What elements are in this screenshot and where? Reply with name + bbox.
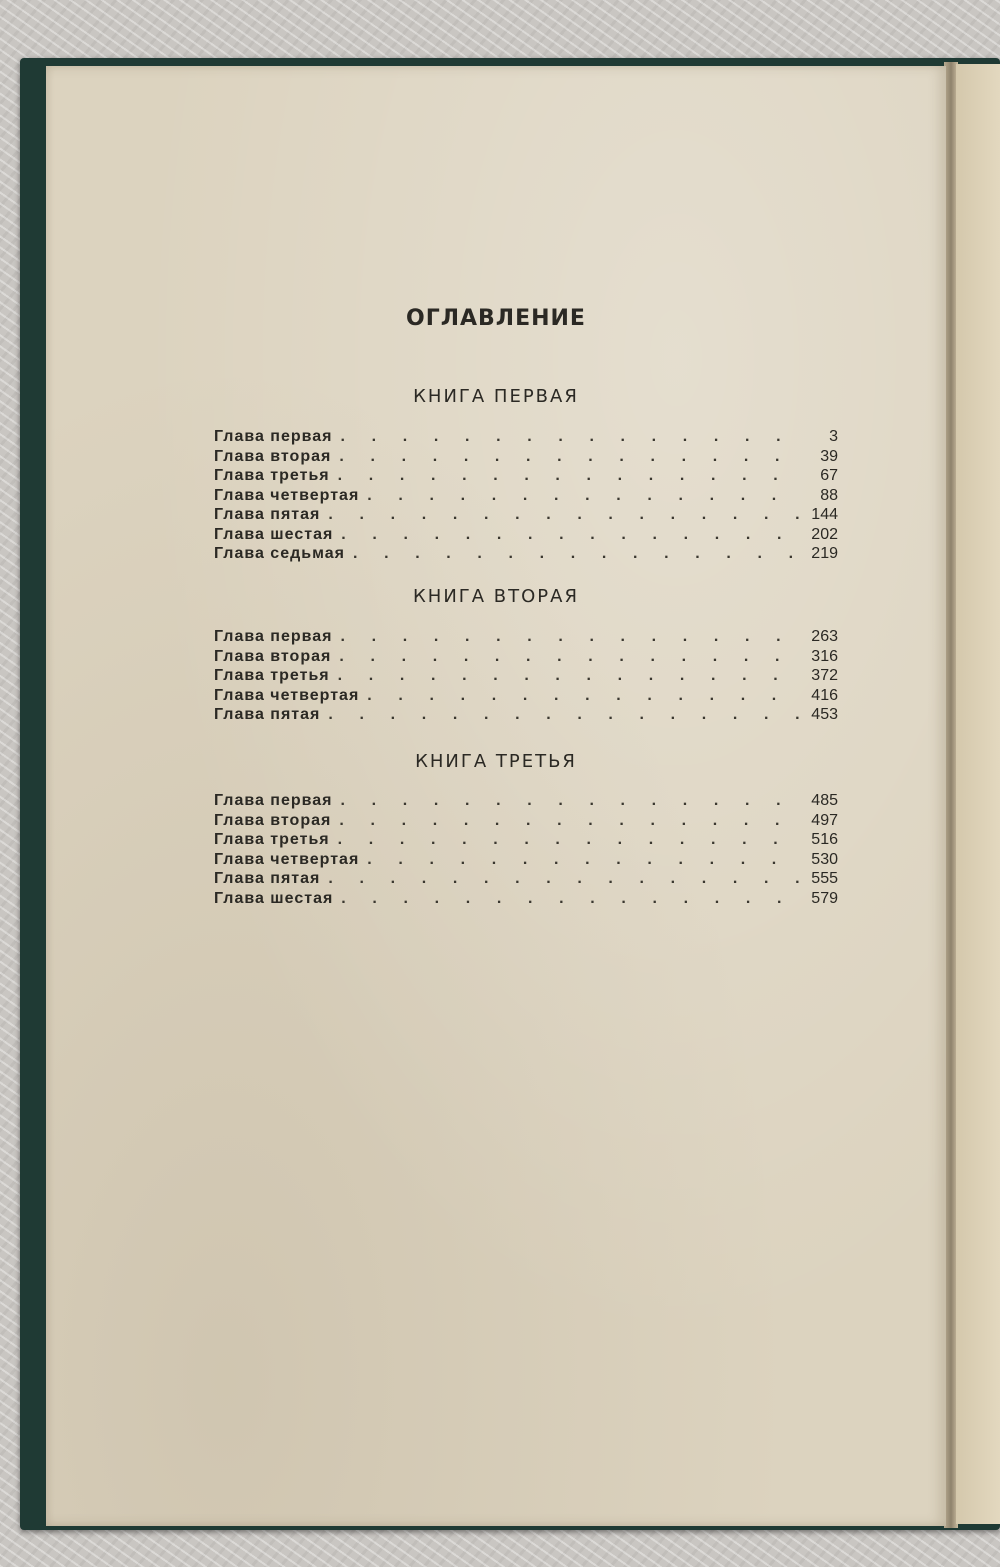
toc-entry bbox=[214, 487, 838, 507]
page-number: 372 bbox=[811, 667, 838, 684]
page-number: 453 bbox=[811, 706, 838, 723]
chapter-label: Глава вторая bbox=[214, 647, 332, 665]
toc-entry bbox=[214, 448, 838, 468]
page-number: 516 bbox=[811, 831, 838, 848]
dot-leader bbox=[367, 851, 800, 869]
book-page bbox=[46, 66, 946, 1526]
dot-leader bbox=[341, 428, 801, 446]
chapter-label: Глава пятая bbox=[214, 706, 321, 723]
page-number: 263 bbox=[811, 628, 838, 645]
dot-leader bbox=[338, 831, 800, 849]
page-number: 530 bbox=[811, 850, 838, 868]
page-number: 202 bbox=[811, 525, 838, 543]
toc-entry bbox=[214, 648, 838, 668]
page-number: 555 bbox=[811, 870, 838, 887]
chapter-label: Глава шестая bbox=[214, 525, 334, 543]
chapter-label: Глава четвертая bbox=[214, 850, 360, 868]
chapter-label: Глава третья bbox=[214, 467, 330, 484]
dot-leader bbox=[338, 667, 800, 685]
dot-leader bbox=[339, 448, 800, 466]
page-number: 485 bbox=[811, 792, 838, 809]
page-number: 3 bbox=[829, 428, 838, 445]
toc-section-2 bbox=[214, 628, 838, 726]
chapter-label: Глава первая bbox=[214, 428, 333, 445]
facing-page-edge bbox=[956, 64, 1000, 1524]
toc-entry bbox=[214, 687, 838, 707]
chapter-label: Глава четвертая bbox=[214, 486, 360, 504]
page-number: 39 bbox=[820, 447, 838, 465]
dot-leader bbox=[339, 812, 800, 830]
dot-leader bbox=[328, 706, 800, 724]
toc-section-3 bbox=[214, 792, 838, 909]
toc-entry bbox=[214, 706, 838, 726]
dot-leader bbox=[341, 628, 801, 646]
page-number: 316 bbox=[811, 647, 838, 665]
chapter-label: Глава вторая bbox=[214, 811, 332, 829]
page-number: 579 bbox=[811, 889, 838, 907]
chapter-label: Глава первая bbox=[214, 792, 333, 809]
toc-entry bbox=[214, 628, 838, 648]
page-number: 144 bbox=[811, 506, 838, 523]
dot-leader bbox=[367, 687, 800, 705]
chapter-label: Глава первая bbox=[214, 628, 333, 645]
page-number: 219 bbox=[811, 545, 838, 562]
page-number: 416 bbox=[811, 686, 838, 704]
chapter-label: Глава четвертая bbox=[214, 686, 360, 704]
toc-entry bbox=[214, 890, 838, 910]
book-heading-2: КНИГА ВТОРАЯ bbox=[413, 586, 579, 607]
dot-leader bbox=[341, 792, 801, 810]
toc-entry bbox=[214, 545, 838, 565]
toc-section-1 bbox=[214, 428, 838, 565]
toc-entry bbox=[214, 428, 838, 448]
page-number: 67 bbox=[820, 467, 838, 484]
toc-entry bbox=[214, 792, 838, 812]
toc-entry bbox=[214, 526, 838, 546]
toc-title: ОГЛАВЛЕНИЕ bbox=[406, 306, 586, 331]
toc-entry bbox=[214, 506, 838, 526]
chapter-label: Глава седьмая bbox=[214, 545, 345, 562]
chapter-label: Глава третья bbox=[214, 831, 330, 848]
toc-entry bbox=[214, 667, 838, 687]
toc-entry bbox=[214, 812, 838, 832]
chapter-label: Глава шестая bbox=[214, 889, 334, 907]
chapter-label: Глава пятая bbox=[214, 506, 321, 523]
dot-leader bbox=[341, 526, 800, 544]
page-number: 88 bbox=[820, 486, 838, 504]
dot-leader bbox=[338, 467, 800, 485]
dot-leader bbox=[367, 487, 800, 505]
book-heading-1: КНИГА ПЕРВАЯ bbox=[413, 386, 579, 407]
dot-leader bbox=[353, 545, 800, 563]
toc-entry bbox=[214, 831, 838, 851]
book-heading-3: КНИГА ТРЕТЬЯ bbox=[415, 751, 577, 772]
toc-entry bbox=[214, 870, 838, 890]
dot-leader bbox=[339, 648, 800, 666]
toc-entry bbox=[214, 467, 838, 487]
dot-leader bbox=[328, 870, 800, 888]
dot-leader bbox=[341, 890, 800, 908]
page-number: 497 bbox=[811, 811, 838, 829]
toc-entry bbox=[214, 851, 838, 871]
chapter-label: Глава третья bbox=[214, 667, 330, 684]
chapter-label: Глава вторая bbox=[214, 447, 332, 465]
dot-leader bbox=[328, 506, 800, 524]
chapter-label: Глава пятая bbox=[214, 870, 321, 887]
